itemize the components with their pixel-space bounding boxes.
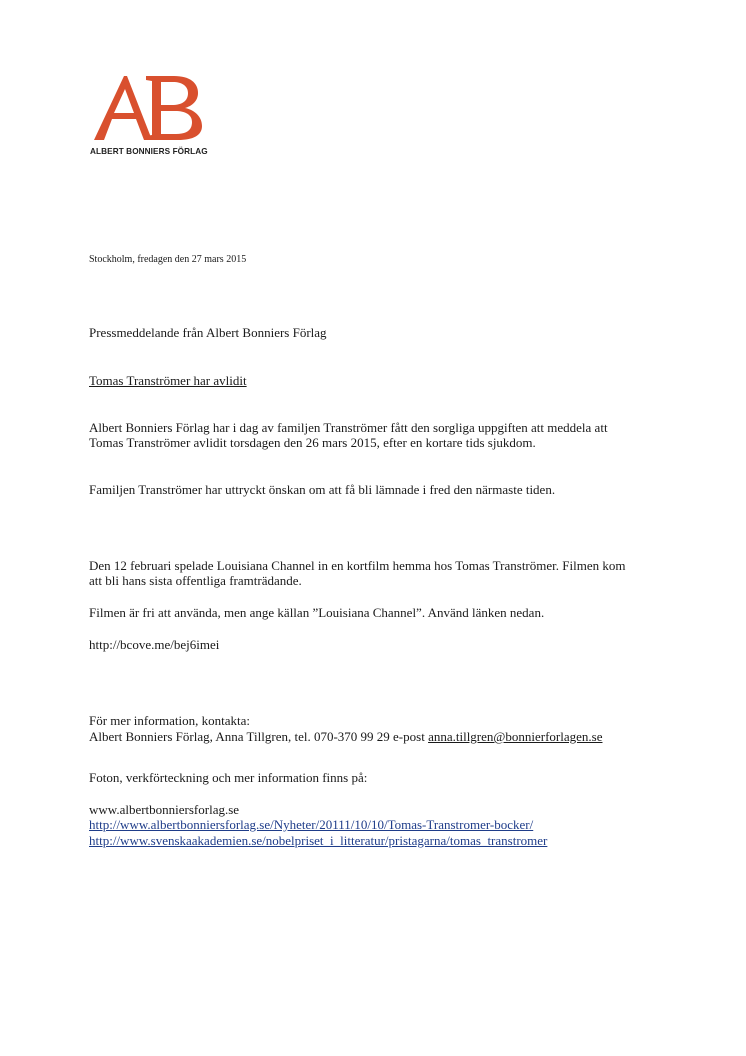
photos-heading: Foton, verkförteckning och mer information finns på:: [89, 770, 368, 785]
ab-monogram-icon: [90, 72, 222, 144]
publisher-website[interactable]: www.albertbonniersforlag.se: [89, 802, 240, 817]
publisher-logo: [90, 72, 222, 162]
paragraph-3-line-1: Den 12 februari spelade Louisiana Channel in en kortfilm hemma hos Tomas Tranströmer. Filmen kom: [89, 558, 626, 573]
contact-email-link[interactable]: anna.tillgren@bonnierforlagen.se: [428, 729, 603, 744]
dateline: Stockholm, fredagen den 27 mars 2015: [89, 254, 247, 265]
paragraph-3-line-2: att bli hans sista offentliga framträdande.: [89, 573, 302, 588]
paragraph-2: Familjen Tranströmer har uttryckt önskan om att få bli lämnade i fred den närmaste tiden.: [89, 482, 556, 497]
contact-heading: För mer information, kontakta:: [89, 713, 251, 728]
contact-line: [89, 729, 602, 744]
paragraph-1-line-1: Albert Bonniers Förlag har i dag av familjen Tranströmer fått den sorgliga uppgiften att meddela att: [89, 420, 608, 435]
logo-caption: ALBERT BONNIERS FÖRLAG: [90, 147, 208, 156]
press-header: Pressmeddelande från Albert Bonniers Förlag: [89, 325, 327, 340]
paragraph-4: Filmen är fri att använda, men ange källan ”Louisiana Channel”. Använd länken nedan.: [89, 605, 545, 620]
paragraph-1-line-2: Tomas Tranströmer avlidit torsdagen den 26 mars 2015, efter en kortare tids sjukdom.: [89, 435, 536, 450]
headline: Tomas Tranströmer har avlidit: [89, 373, 247, 388]
transtromer-books-link[interactable]: http://www.albertbonniersforlag.se/Nyheter/20111/10/10/Tomas-Transtromer-bocker/: [89, 817, 534, 832]
contact-details: Albert Bonniers Förlag, Anna Tillgren, tel. 070-370 99 29 e-post: [89, 729, 429, 744]
film-link[interactable]: http://bcove.me/bej6imei: [89, 637, 220, 652]
svenska-akademien-link[interactable]: http://www.svenskaakademien.se/nobelpriset_i_litteratur/pristagarna/tomas_transtromer: [89, 833, 548, 848]
